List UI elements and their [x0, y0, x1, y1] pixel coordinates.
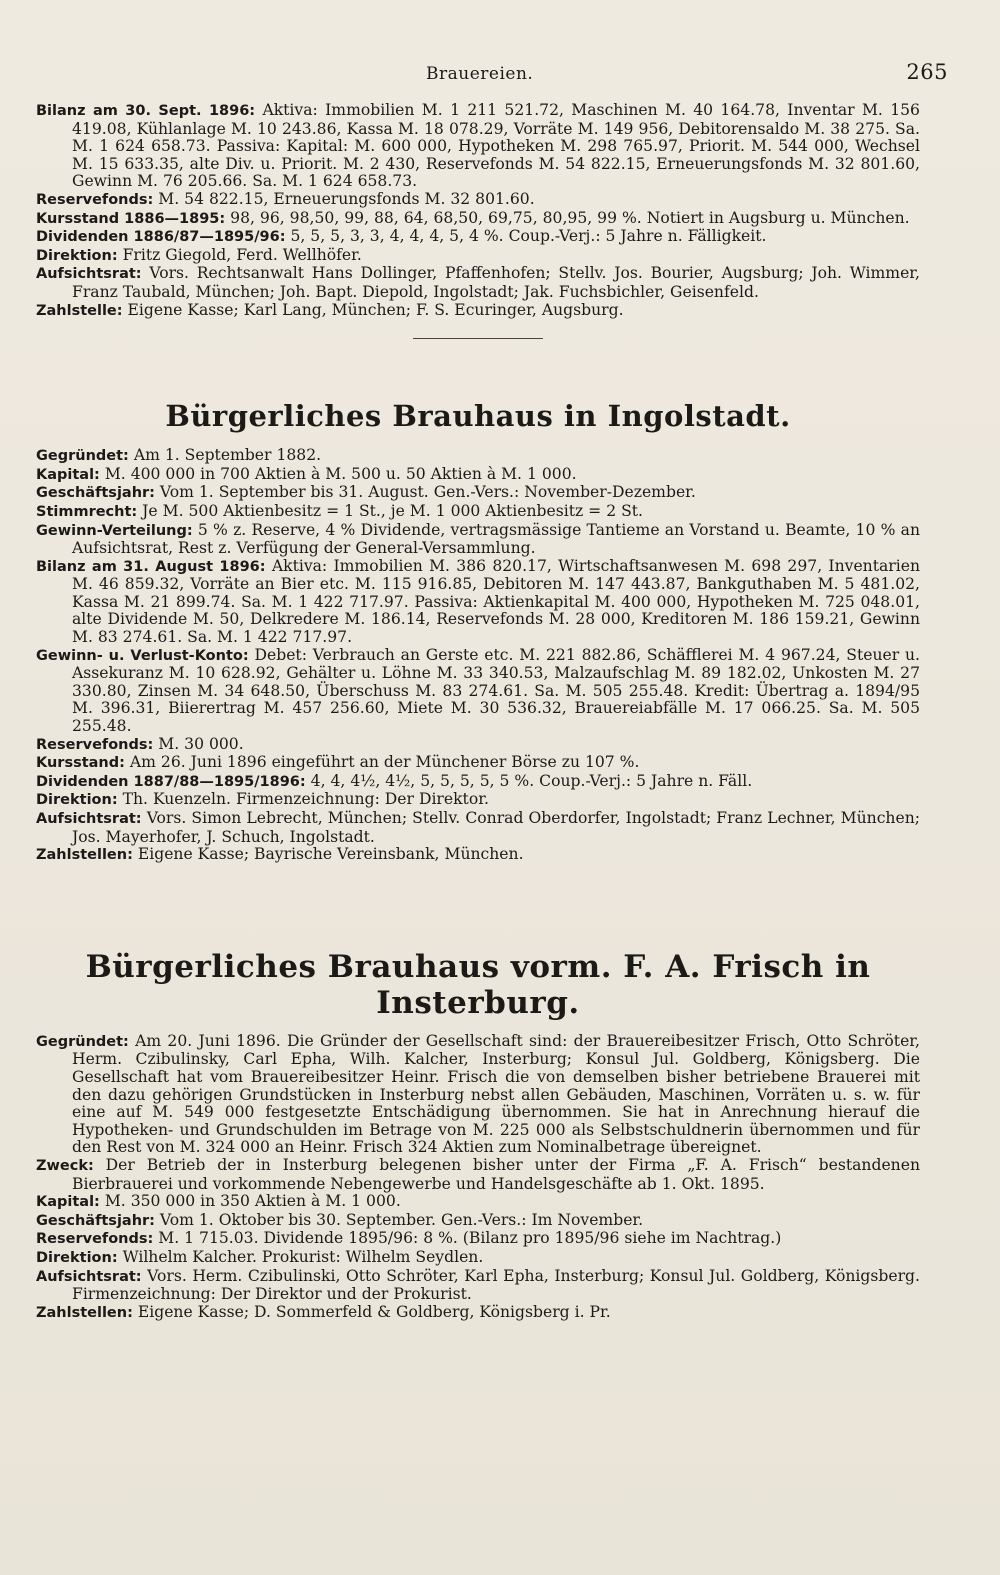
entry-label: Geschäftsjahr: [36, 485, 155, 502]
entry-text: Vors. Rechtsanwalt Hans Dollinger, Pfaffenhofen; Stellv. Jos. Bourier, Augsburg; Joh. Wimmer, Franz Taubald, München; Joh. Bapt. Diepold, Ingolstadt; Jak. Fuchsbichler, Geisenfeld. [72, 264, 920, 301]
entry-label: Stimmrecht: [36, 503, 138, 520]
entry-label: Geschäftsjahr: [36, 1212, 155, 1229]
entry-text: Am 26. Juni 1896 eingeführt an der Münchener Börse zu 107 %. [124, 753, 640, 772]
entry-text: M. 54 822.15, Erneuerungsfonds M. 32 801.60. [153, 189, 535, 208]
entry-text: 5 % z. Reserve, 4 % Dividende, vertragsmässige Tantieme an Vorstand u. Beamte, 10 % an Aufsichtsrat, Rest z. Verfügung der General-Versammlung. [72, 520, 920, 558]
entry-paragraph [36, 484, 920, 503]
entry-text: Wilhelm Kalcher. Prokurist: Wilhelm Seydlen. [117, 1247, 484, 1266]
entry-label: Gewinn-Verteilung: [36, 522, 193, 539]
entry-paragraph [36, 647, 920, 736]
entry-label: Aufsichtsrat: [36, 266, 142, 283]
entry-label: Zweck: [36, 1157, 94, 1174]
entry-label: Gewinn- u. Verlust-Konto: [36, 647, 249, 664]
entry-paragraph [36, 265, 920, 301]
entry-label: Reservefonds: [36, 191, 154, 208]
entry-text: 5, 5, 5, 3, 3, 4, 4, 4, 5, 4 %. Coup.-Verj.: 5 Jahre n. Fälligkeit. [285, 227, 767, 246]
entry-label: Dividenden 1887/88—1895/1896: [36, 773, 306, 790]
entry-paragraph [36, 191, 920, 210]
entry-text: M. 350 000 in 350 Aktien à M. 1 000. [99, 1192, 401, 1211]
entry-paragraph [36, 1157, 920, 1193]
entry-paragraph [36, 503, 920, 522]
entry-label: Reservefonds: [36, 736, 154, 753]
entry-paragraph [36, 846, 920, 865]
entry-text: Vors. Simon Lebrecht, München; Stellv. Conrad Oberdorfer, Ingolstadt; Franz Lechner, München; Jos. Mayerhofer, J. Schuch, Ingolstadt. [72, 809, 920, 846]
entry-paragraph [36, 1230, 920, 1249]
entry-label: Kapital: [36, 466, 100, 483]
entry-text: Am 20. Juni 1896. Die Gründer der Gesellschaft sind: der Brauereibesitzer Frisch, Otto Schröter, Herm. Czibulinsky, Carl Epha, Wilh. Kalcher, Insterburg; Konsul Jul. Goldberg, Königsberg. Die Gesellschaft hat vom Brauereibesitzer Heinr. Frisch die von demselben bisher betriebene Brauerei mit den dazu gehörigen Grundstücken in Insterburg nebst allen Gebäuden, Maschinen, Vorräten u. s. w. für eine auf M. 549 000 festgesetzte Entschädigung übernommen. Sie hat in Anrechnung hierauf die Hypotheken- und Grundschulden im Betrage von M. 225 000 als Selbstschuldnerin übernommen und für den Rest von M. 324 000 an Heinr. Frisch 324 Aktien zum Nominalbetrage übereignet. [72, 1031, 920, 1157]
entry-text: 4, 4, 4½, 4½, 5, 5, 5, 5, 5 %. Coup.-Verj.: 5 Jahre n. Fäll. [305, 771, 753, 790]
entry-text: Am 1. September 1882. [128, 446, 322, 465]
entry-text: Je M. 500 Aktienbesitz = 1 St., je M. 1 000 Aktienbesitz = 2 St. [137, 501, 643, 520]
entry-paragraph [36, 810, 920, 846]
entry-text: Eigene Kasse; Bayrische Vereinsbank, München. [132, 845, 524, 864]
page-number: 265 [906, 60, 948, 84]
entry-label: Dividenden 1886/87—1895/96: [36, 229, 286, 246]
entry-label: Aufsichtsrat: [36, 811, 142, 827]
section-insterburg [36, 1033, 920, 1323]
company-title-ingolstadt: Bürgerliches Brauhaus in Ingolstadt. [165, 399, 791, 434]
entry-label: Kursstand: [36, 755, 125, 772]
entry-label: Zahlstellen: [36, 847, 133, 864]
entry-text: Der Betrieb der in Insterburg belegenen bisher unter der Firma „F. A. Frisch“ bestandenen Bierbrauerei und vorkommende Nebengewerbe und Handelsgeschäfte ab 1. Okt. 1895. [72, 1155, 920, 1193]
entry-paragraph [36, 791, 920, 810]
entry-paragraph [36, 210, 920, 229]
entry-text: 98, 96, 98,50, 99, 88, 64, 68,50, 69,75, 80,95, 99 %. Notiert in Augsburg u. München. [225, 208, 910, 227]
entry-text: Fritz Giegold, Ferd. Wellhöfer. [117, 245, 362, 264]
entry-paragraph [36, 102, 920, 191]
entry-text: M. 400 000 in 700 Aktien à M. 500 u. 50 Aktien à M. 1 000. [99, 464, 577, 483]
entry-label: Kapital: [36, 1194, 100, 1211]
entry-label: Zahlstellen: [36, 1304, 133, 1321]
entry-text: Eigene Kasse; Karl Lang, München; F. S. Ecuringer, Augsburg. [122, 300, 624, 319]
running-header [36, 60, 948, 88]
entry-text: Vom 1. Oktober bis 30. September. Gen.-Vers.: Im November. [154, 1210, 644, 1229]
entry-text: Aktiva: Immobilien M. 386 820.17, Wirtschaftsanwesen M. 698 297, Inventarien M. 46 859.32, Vorräte an Bier etc. M. 115 916.85, Debitoren M. 147 443.87, Bankguthaben M. 5 481.02, Kassa M. 21 899.74. Sa. M. 1 422 717.97. Passiva: Aktienkapital M. 400 000, Hypotheken M. 725 048.01, alte Dividende M. 50, Delkredere M. 186.14, Reservefonds M. 28 000, Kreditoren M. 186 159.21, Gewinn M. 83 274.61. Sa. M. 1 422 717.97. [72, 556, 920, 647]
entry-paragraph [36, 754, 920, 773]
entry-paragraph [36, 773, 920, 792]
entry-text: M. 1 715.03. Dividende 1895/96: 8 %. (Bilanz pro 1895/96 siehe im Nachtrag.) [153, 1229, 782, 1248]
company-title-insterburg: Bürgerliches Brauhaus vorm. F. A. Frisch in Insterburg. [85, 948, 871, 1021]
entry-paragraph [36, 1212, 920, 1231]
entry-label: Direktion: [36, 1249, 118, 1266]
entry-paragraph [36, 1193, 920, 1212]
entry-text: Vom 1. September bis 31. August. Gen.-Vers.: November-Dezember. [154, 483, 696, 502]
entry-text: M. 30 000. [153, 734, 244, 753]
entry-paragraph [36, 228, 920, 247]
entry-paragraph [36, 522, 920, 558]
entry-paragraph [36, 558, 920, 647]
running-title: Brauereien. [426, 64, 534, 84]
section-ingolstadt [36, 447, 920, 865]
entry-text: Debet: Verbrauch an Gerste etc. M. 221 882.86, Schäfflerei M. 4 967.24, Steuer u. Assekuranz M. 10 628.92, Gehälter u. Löhne M. 33 340.53, Malzaufschlag M. 89 182.02, Unkosten M. 27 330.80, Zinsen M. 34 648.50, Überschuss M. 83 274.61. Sa. M. 505 255.48. Kredit: Übertrag a. 1894/95 M. 396.31, Biierertrag M. 457 256.60, Miete M. 30 536.32, Brauereiabfälle M. 17 066.25. Sa. M. 505 255.48. [72, 645, 921, 736]
entry-text: Eigene Kasse; D. Sommerfeld & Goldberg, Königsberg i. Pr. [132, 1302, 611, 1321]
entry-paragraph [36, 1249, 920, 1268]
entry-text: Vors. Herm. Czibulinski, Otto Schröter, Karl Epha, Insterburg; Konsul Jul. Goldberg, Königsberg. Firmenzeichnung: Der Direktor und der Prokurist. [72, 1266, 920, 1304]
entry-paragraph [36, 447, 920, 466]
section-divider [413, 338, 543, 339]
entry-text: Th. Kuenzeln. Firmenzeichnung: Der Direktor. [117, 790, 489, 809]
entry-label: Direktion: [36, 792, 118, 809]
entry-paragraph [36, 247, 920, 266]
entry-label: Aufsichtsrat: [36, 1268, 142, 1285]
entry-label: Reservefonds: [36, 1231, 154, 1248]
entry-label: Gegründet: [36, 1033, 129, 1050]
entry-label: Zahlstelle: [36, 302, 123, 319]
entry-text: Aktiva: Immobilien M. 1 211 521.72, Maschinen M. 40 164.78, Inventar M. 156 419.08, Kühlanlage M. 10 243.86, Kassa M. 18 078.29, Vorräte M. 149 956, Debitorensaldo M. 38 275. Sa. M. 1 624 658.73. Passiva: Kapital: M. 600 000, Hypotheken M. 298 765.97, Priorit. M. 544 000, Wechsel M. 15 633.35, alte Div. u. Priorit. M. 2 430, Reservefonds M. 54 822.15, Erneuerungsfonds M. 32 801.60, Gewinn M. 76 205.66. Sa. M. 1 624 658.73. [72, 101, 920, 191]
entry-label: Gegründet: [36, 448, 129, 465]
entry-label: Bilanz am 31. August 1896: [36, 558, 266, 575]
entry-label: Direktion: [36, 247, 118, 264]
section-brauerei-continued [36, 102, 920, 320]
entry-paragraph [36, 302, 920, 321]
entry-paragraph [36, 1304, 920, 1323]
entry-paragraph [36, 1268, 920, 1304]
entry-paragraph [36, 466, 920, 485]
entry-label: Bilanz am 30. Sept. 1896: [36, 103, 256, 119]
entry-paragraph [36, 736, 920, 755]
entry-paragraph [36, 1033, 920, 1157]
entry-label: Kursstand 1886—1895: [36, 210, 226, 227]
